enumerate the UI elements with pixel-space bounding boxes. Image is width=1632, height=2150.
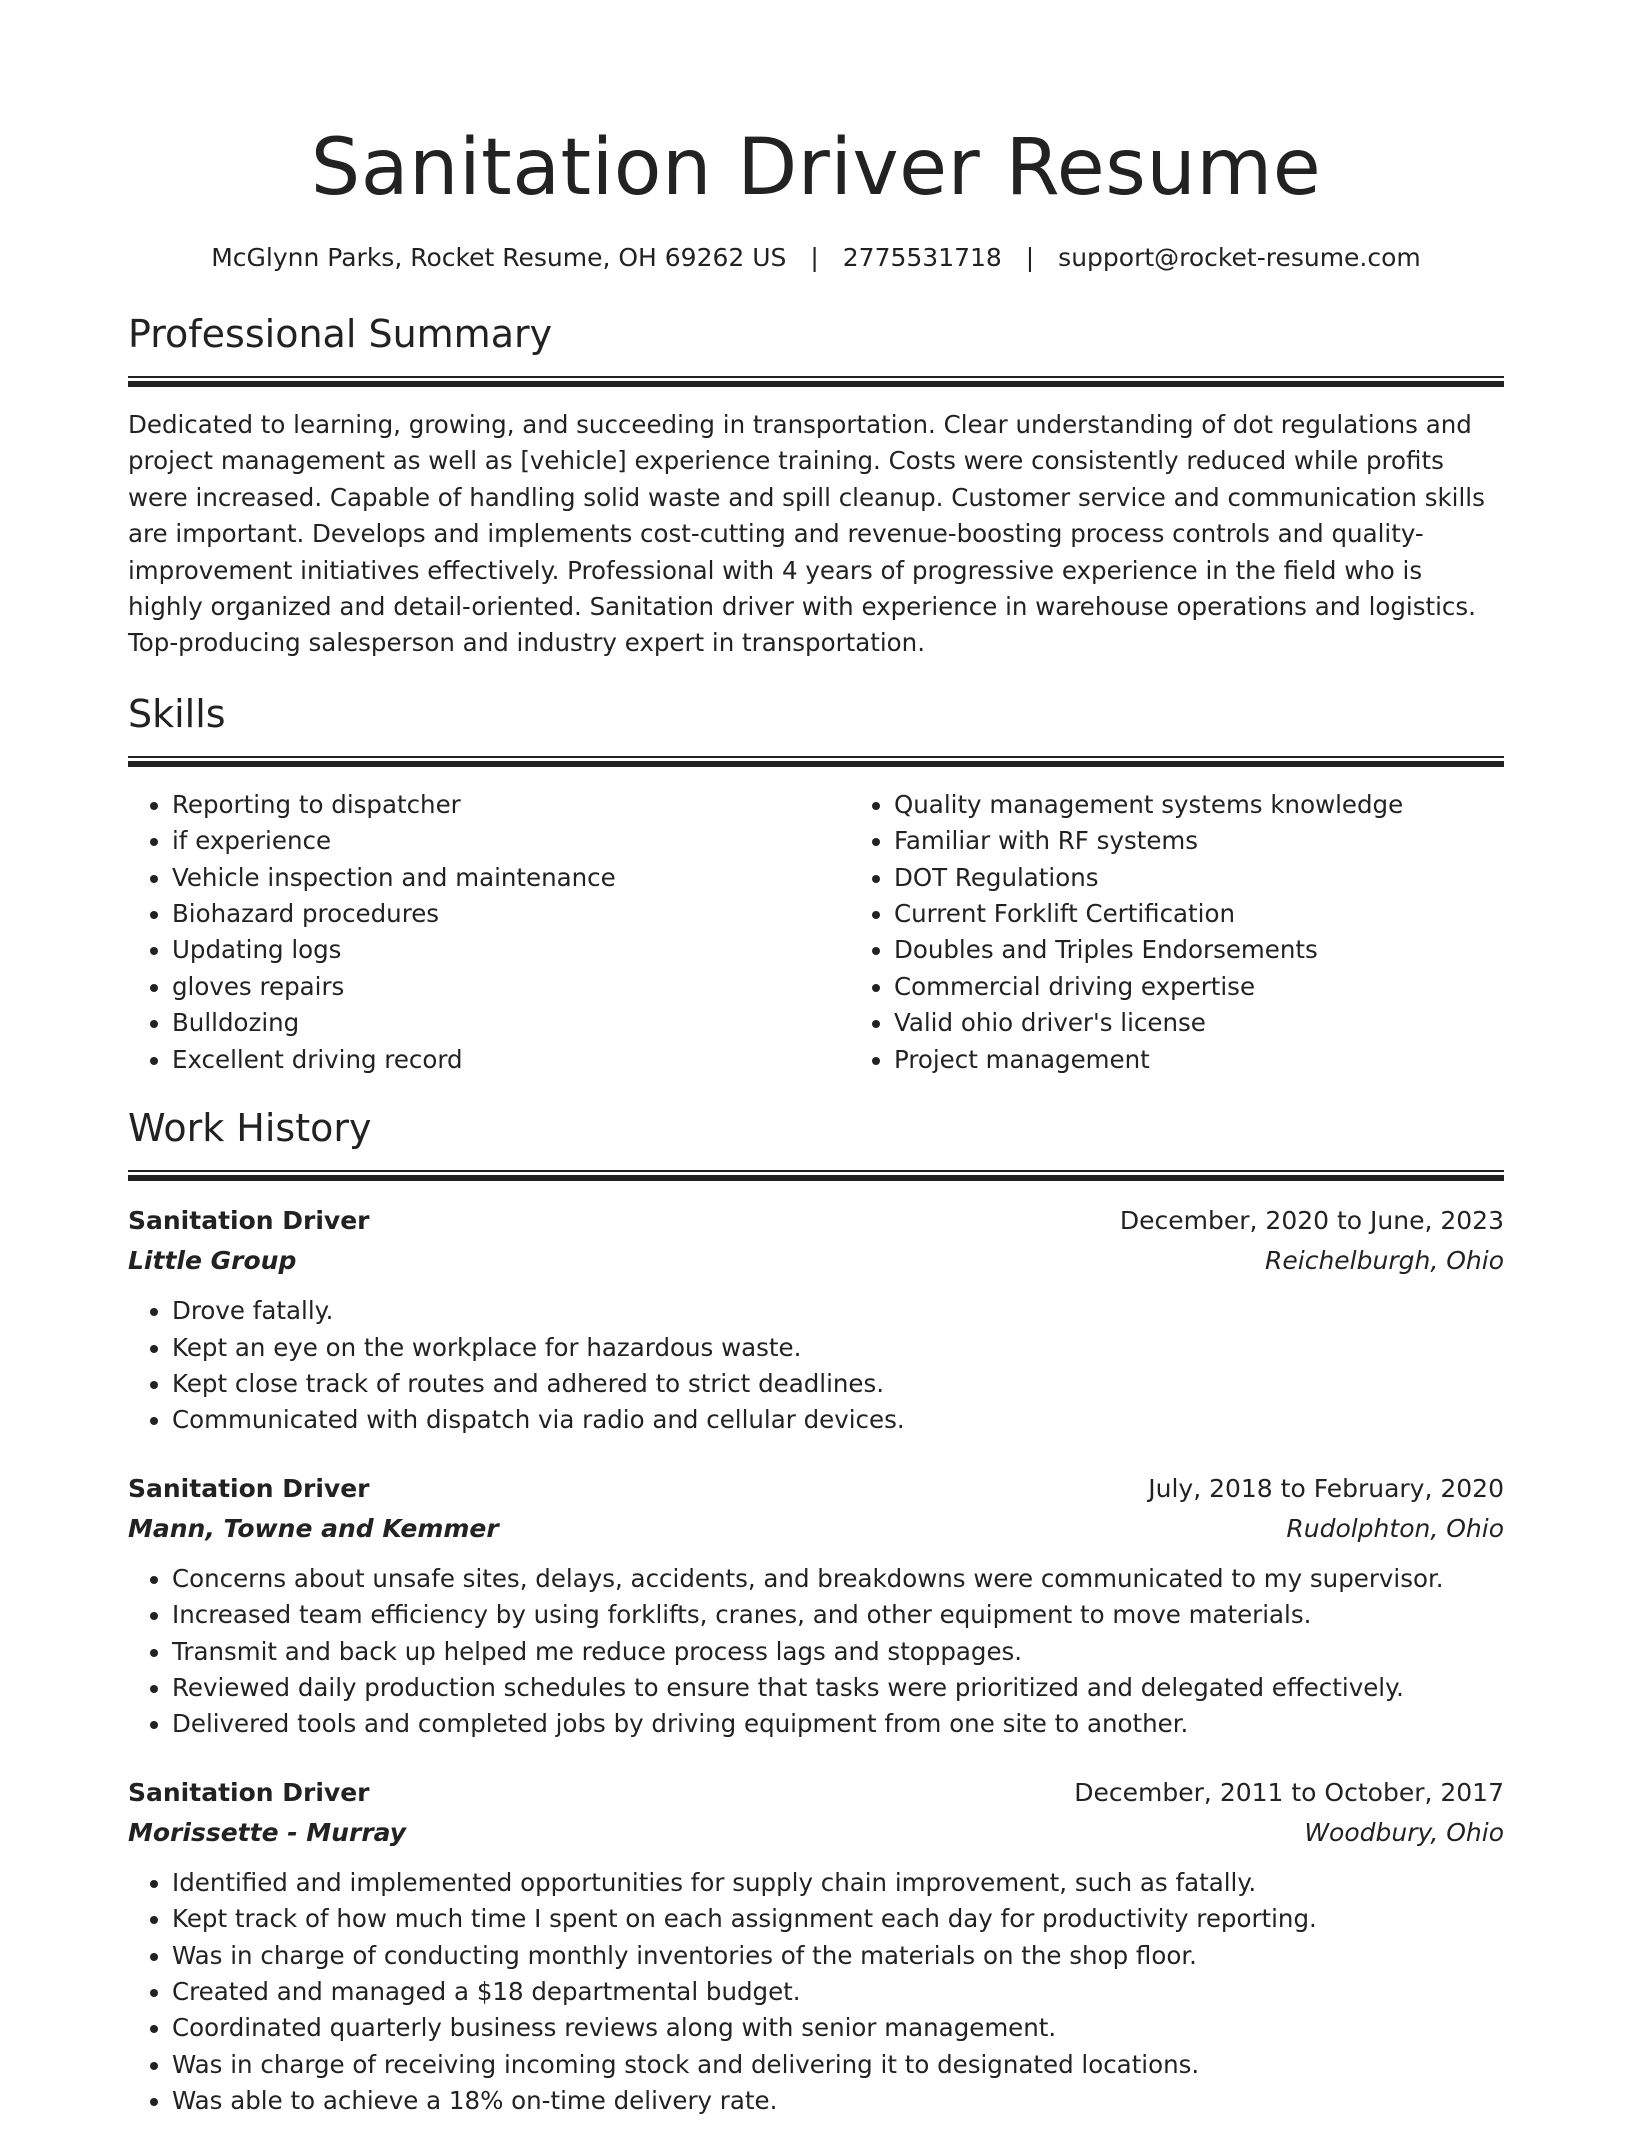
- job-dates: July, 2018 to February, 2020: [1148, 1473, 1504, 1503]
- job-bullet: • Communicated with dispatch via radio and cellular devices.: [172, 1402, 1504, 1438]
- job-bullet: • Reviewed daily production schedules to ensure that tasks were prioritized and delegated effectively.: [172, 1670, 1504, 1706]
- summary-body: [128, 407, 1504, 662]
- work-history-section: [128, 1104, 1504, 2120]
- job-location: Woodbury, Ohio: [1304, 1817, 1504, 1847]
- summary-heading: Professional Summary: [128, 312, 553, 356]
- skill-item: • Valid ohio driver's license: [894, 1005, 1572, 1041]
- summary-section: [128, 310, 1504, 662]
- job-bullet: • Created and managed a $18 departmental budget.: [172, 1974, 1504, 2010]
- job-bullet: • Identified and implemented opportunities for supply chain improvement, such as fatally.: [172, 1865, 1504, 1901]
- job-bullet: • Was in charge of receiving incoming stock and delivering it to designated locations.: [172, 2047, 1504, 2083]
- skill-item: • Project management: [894, 1042, 1572, 1078]
- job-bullets: [128, 1561, 1504, 1743]
- job-dates: December, 2020 to June, 2023: [1119, 1206, 1504, 1236]
- skill-item: • gloves repairs: [172, 969, 850, 1005]
- skill-item: • Quality management systems knowledge: [894, 787, 1572, 823]
- skill-item: • Commercial driving expertise: [894, 969, 1572, 1005]
- job-bullet: • Increased team efficiency by using forklifts, cranes, and other equipment to move materials.: [172, 1597, 1504, 1633]
- job-dates: December, 2011 to October, 2017: [1074, 1777, 1504, 1807]
- job-entry: [128, 1773, 1504, 2120]
- job-subheader: [128, 1509, 1504, 1549]
- job-bullet: • Transmit and back up helped me reduce process lags and stoppages.: [172, 1634, 1504, 1670]
- job-header: [128, 1201, 1504, 1241]
- skill-item: • if experience: [172, 823, 850, 859]
- job-header: [128, 1469, 1504, 1509]
- skill-item: • Bulldozing: [172, 1005, 850, 1041]
- job-title: Sanitation Driver: [128, 1473, 370, 1503]
- job-entry: [128, 1201, 1504, 1439]
- job-entry: [128, 1469, 1504, 1743]
- job-title: Sanitation Driver: [128, 1777, 370, 1807]
- skills-columns: [128, 787, 1504, 1078]
- resume-title: Sanitation Driver Resume: [310, 123, 1322, 213]
- job-company: Morissette - Murray: [128, 1817, 407, 1847]
- job-bullet: • Delivered tools and completed jobs by driving equipment from one site to another.: [172, 1706, 1504, 1742]
- job-bullet: • Kept close track of routes and adhered to strict deadlines.: [172, 1366, 1504, 1402]
- job-bullet: • Kept track of how much time I spent on each assignment each day for productivity reporting.: [172, 1901, 1504, 1937]
- work-history-heading: Work History: [128, 1106, 372, 1151]
- job-bullet: • Was able to achieve a 18% on-time delivery rate.: [172, 2083, 1504, 2119]
- job-bullet: • Coordinated quarterly business reviews along with senior management.: [172, 2010, 1504, 2046]
- job-title: Sanitation Driver: [128, 1206, 370, 1236]
- job-company: Little Group: [128, 1246, 297, 1276]
- skills-list-left: [128, 787, 850, 1078]
- contact-address: McGlynn Parks, Rocket Resume, OH 69262 US: [211, 243, 787, 272]
- skill-item: • Doubles and Triples Endorsements: [894, 932, 1572, 968]
- job-bullet: • Drove fatally.: [172, 1293, 1504, 1329]
- contact-separator: |: [810, 243, 819, 272]
- skill-item: • Current Forklift Certification: [894, 896, 1572, 932]
- job-bullet: • Kept an eye on the workplace for hazardous waste.: [172, 1330, 1504, 1366]
- job-header: [128, 1773, 1504, 1813]
- section-divider: [128, 376, 1504, 387]
- job-subheader: [128, 1241, 1504, 1281]
- skills-list-right: [850, 787, 1572, 1078]
- skill-item: • Vehicle inspection and maintenance: [172, 860, 850, 896]
- skill-item: • Excellent driving record: [172, 1042, 850, 1078]
- skills-heading: Skills: [128, 691, 226, 736]
- job-subheader: [128, 1813, 1504, 1853]
- contact-separator: |: [1025, 243, 1035, 272]
- skills-section: [128, 690, 1504, 1078]
- summary-text: Dedicated to learning, growing, and succeeding in transportation. Clear understanding of dot regulations and project management as well as [vehicle] experience training. Costs were consistently reduced while profits were increased. Capable of handling solid waste and spill cleanup. Customer service and communication skills are important. Develops and implements cost-cutting and revenue-boosting process controls and quality-improvement initiatives effectively. Professional with 4 years of progressive experience in the field who is highly organized and detail-oriented. Sanitation driver with experience in warehouse operations and logistics. Top-producing salesperson and industry expert in transportation.: [128, 410, 1485, 658]
- section-divider: [128, 1170, 1504, 1181]
- job-location: Rudolphton, Ohio: [1286, 1513, 1504, 1543]
- job-bullet: • Was in charge of conducting monthly inventories of the materials on the shop floor.: [172, 1938, 1504, 1974]
- skill-item: • Updating logs: [172, 932, 850, 968]
- skill-item: • Familiar with RF systems: [894, 823, 1572, 859]
- skill-item: • Reporting to dispatcher: [172, 787, 850, 823]
- contact-email: support@rocket-resume.com: [1058, 243, 1421, 272]
- resume-page: [128, 0, 1504, 2150]
- contact-phone: 2775531718: [842, 243, 1002, 272]
- contact-line: [128, 240, 1504, 276]
- job-bullet: • Concerns about unsafe sites, delays, accidents, and breakdowns were communicated to my supervisor.: [172, 1561, 1504, 1597]
- job-bullets: [128, 1865, 1504, 2120]
- section-divider: [128, 756, 1504, 767]
- skill-item: • DOT Regulations: [894, 860, 1572, 896]
- skill-item: • Biohazard procedures: [172, 896, 850, 932]
- job-location: Reichelburgh, Ohio: [1265, 1246, 1504, 1276]
- job-company: Mann, Towne and Kemmer: [128, 1513, 499, 1543]
- job-bullets: [128, 1293, 1504, 1439]
